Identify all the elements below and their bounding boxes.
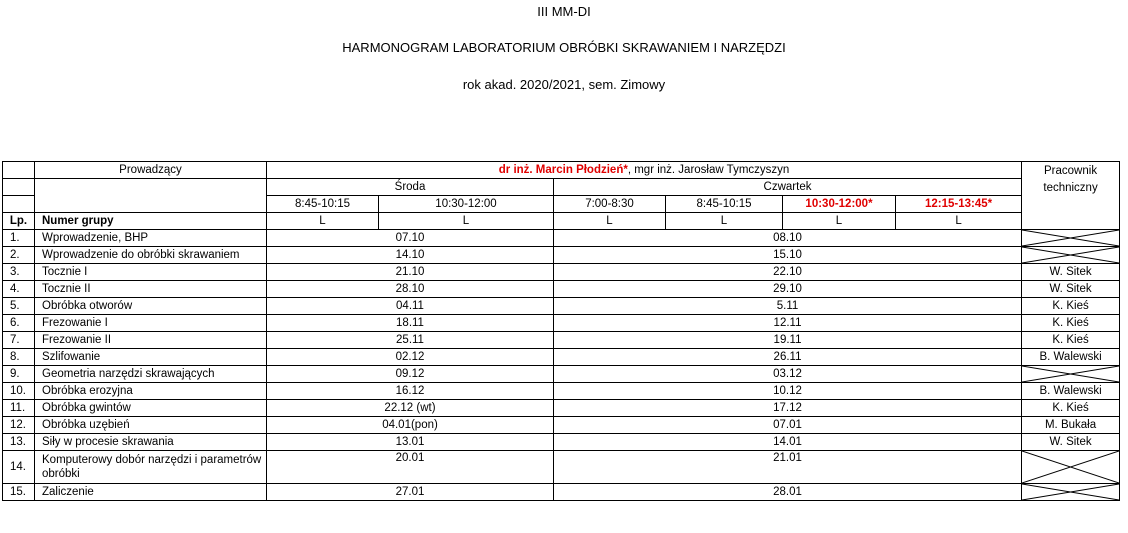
crossed-out-cell bbox=[1022, 484, 1120, 501]
row-number: 8. bbox=[3, 349, 35, 366]
row-topic: Zaliczenie bbox=[35, 484, 267, 501]
row-topic: Szlifowanie bbox=[35, 349, 267, 366]
thursday-date: 03.12 bbox=[554, 366, 1022, 383]
thursday-date: 26.11 bbox=[554, 349, 1022, 366]
time-slot: 10:30-12:00* bbox=[783, 196, 896, 213]
row-number: 5. bbox=[3, 298, 35, 315]
thursday-date: 15.10 bbox=[554, 247, 1022, 264]
row-topic: Obróbka uzębień bbox=[35, 417, 267, 434]
crossed-out-cell bbox=[1022, 366, 1120, 383]
cross-mark-icon bbox=[1022, 484, 1119, 500]
cross-mark-icon bbox=[1022, 451, 1119, 483]
row-topic: Wprowadzenie do obróbki skrawaniem bbox=[35, 247, 267, 264]
group-code: L bbox=[783, 213, 896, 230]
document-class: III MM-DI bbox=[537, 4, 591, 19]
thursday-date: 28.01 bbox=[554, 484, 1022, 501]
wednesday-date: 04.01(pon) bbox=[267, 417, 554, 434]
lecturers bbox=[267, 162, 1022, 179]
corner-cell bbox=[3, 162, 35, 179]
technician-name: B. Walewski bbox=[1022, 383, 1120, 400]
technician-name: B. Walewski bbox=[1022, 349, 1120, 366]
technician-name: K. Kieś bbox=[1022, 400, 1120, 417]
crossed-out-cell bbox=[1022, 247, 1120, 264]
table-row bbox=[3, 247, 1120, 264]
row-number: 6. bbox=[3, 315, 35, 332]
wednesday-date: 22.12 (wt) bbox=[267, 400, 554, 417]
row-number: 14. bbox=[3, 451, 35, 484]
row-number: 4. bbox=[3, 281, 35, 298]
time-slot: 12:15-13:45* bbox=[896, 196, 1022, 213]
wednesday-date: 21.10 bbox=[267, 264, 554, 281]
table-row bbox=[3, 417, 1120, 434]
schedule-table bbox=[2, 161, 1120, 501]
time-slot: 8:45-10:15 bbox=[666, 196, 783, 213]
wednesday-date: 13.01 bbox=[267, 434, 554, 451]
wednesday-date: 27.01 bbox=[267, 484, 554, 501]
row-number: 10. bbox=[3, 383, 35, 400]
table-row bbox=[3, 451, 1120, 484]
thursday-date: 07.01 bbox=[554, 417, 1022, 434]
thursday-date: 21.01 bbox=[554, 451, 1022, 484]
table-row bbox=[3, 349, 1120, 366]
time-slot: 7:00-8:30 bbox=[554, 196, 666, 213]
group-code: L bbox=[267, 213, 379, 230]
table-row bbox=[3, 298, 1120, 315]
thursday-date: 22.10 bbox=[554, 264, 1022, 281]
row-number: 3. bbox=[3, 264, 35, 281]
row-number: 11. bbox=[3, 400, 35, 417]
row-number: 15. bbox=[3, 484, 35, 501]
group-header: Numer grupy bbox=[35, 213, 267, 230]
empty-cell bbox=[35, 179, 267, 213]
row-number: 9. bbox=[3, 366, 35, 383]
empty-cell bbox=[3, 196, 35, 213]
table-row bbox=[3, 281, 1120, 298]
thursday-date: 10.12 bbox=[554, 383, 1022, 400]
wednesday-date: 07.10 bbox=[267, 230, 554, 247]
technician-name: K. Kieś bbox=[1022, 332, 1120, 349]
table-row bbox=[3, 383, 1120, 400]
group-code: L bbox=[379, 213, 554, 230]
cross-mark-icon bbox=[1022, 230, 1119, 246]
row-topic: Wprowadzenie, BHP bbox=[35, 230, 267, 247]
row-topic: Frezowanie I bbox=[35, 315, 267, 332]
day-thursday: Czwartek bbox=[554, 179, 1022, 196]
thursday-date: 17.12 bbox=[554, 400, 1022, 417]
row-number: 12. bbox=[3, 417, 35, 434]
tech-header: Pracownik techniczny bbox=[1022, 162, 1120, 230]
wednesday-date: 20.01 bbox=[267, 451, 554, 484]
lecturer-rest: , mgr inż. Jarosław Tymczyszyn bbox=[627, 164, 790, 176]
table-row bbox=[3, 230, 1120, 247]
table-row bbox=[3, 400, 1120, 417]
row-number: 7. bbox=[3, 332, 35, 349]
thursday-date: 08.10 bbox=[554, 230, 1022, 247]
row-topic: Geometria narzędzi skrawających bbox=[35, 366, 267, 383]
table-row bbox=[3, 366, 1120, 383]
technician-name: W. Sitek bbox=[1022, 434, 1120, 451]
crossed-out-cell bbox=[1022, 451, 1120, 484]
table-row bbox=[3, 434, 1120, 451]
thursday-date: 29.10 bbox=[554, 281, 1022, 298]
group-code: L bbox=[666, 213, 783, 230]
wednesday-date: 02.12 bbox=[267, 349, 554, 366]
row-topic: Obróbka otworów bbox=[35, 298, 267, 315]
technician-name: W. Sitek bbox=[1022, 264, 1120, 281]
document-title: HARMONOGRAM LABORATORIUM OBRÓBKI SKRAWANIEM I NARZĘDZI bbox=[342, 40, 786, 55]
technician-name: W. Sitek bbox=[1022, 281, 1120, 298]
row-topic: Tocznie II bbox=[35, 281, 267, 298]
row-topic: Siły w procesie skrawania bbox=[35, 434, 267, 451]
row-topic: Frezowanie II bbox=[35, 332, 267, 349]
group-code: L bbox=[554, 213, 666, 230]
table-row bbox=[3, 315, 1120, 332]
row-number: 2. bbox=[3, 247, 35, 264]
wednesday-date: 04.11 bbox=[267, 298, 554, 315]
row-topic: Obróbka erozyjna bbox=[35, 383, 267, 400]
row-topic: Komputerowy dobór narzędzi i parametrów obróbki bbox=[35, 451, 267, 484]
wednesday-date: 09.12 bbox=[267, 366, 554, 383]
empty-cell bbox=[3, 179, 35, 196]
table-row bbox=[3, 484, 1120, 501]
row-topic: Obróbka gwintów bbox=[35, 400, 267, 417]
wednesday-date: 14.10 bbox=[267, 247, 554, 264]
row-topic: Tocznie I bbox=[35, 264, 267, 281]
technician-name: M. Bukała bbox=[1022, 417, 1120, 434]
wednesday-date: 16.12 bbox=[267, 383, 554, 400]
thursday-date: 19.11 bbox=[554, 332, 1022, 349]
wednesday-date: 25.11 bbox=[267, 332, 554, 349]
time-slot: 8:45-10:15 bbox=[267, 196, 379, 213]
academic-year: rok akad. 2020/2021, sem. Zimowy bbox=[462, 77, 666, 92]
technician-name: K. Kieś bbox=[1022, 315, 1120, 332]
day-wednesday: Środa bbox=[267, 179, 554, 196]
thursday-date: 14.01 bbox=[554, 434, 1022, 451]
crossed-out-cell bbox=[1022, 230, 1120, 247]
wednesday-date: 28.10 bbox=[267, 281, 554, 298]
row-number: 13. bbox=[3, 434, 35, 451]
cross-mark-icon bbox=[1022, 366, 1119, 382]
table-row bbox=[3, 332, 1120, 349]
row-number: 1. bbox=[3, 230, 35, 247]
cross-mark-icon bbox=[1022, 247, 1119, 263]
lp-header: Lp. bbox=[3, 213, 35, 230]
lecturer-highlight: dr inż. Marcin Płodzień* bbox=[498, 164, 628, 176]
group-code: L bbox=[896, 213, 1022, 230]
table-row bbox=[3, 264, 1120, 281]
thursday-date: 5.11 bbox=[554, 298, 1022, 315]
wednesday-date: 18.11 bbox=[267, 315, 554, 332]
technician-name: K. Kieś bbox=[1022, 298, 1120, 315]
time-slot: 10:30-12:00 bbox=[379, 196, 554, 213]
thursday-date: 12.11 bbox=[554, 315, 1022, 332]
prowadzacy-label: Prowadzący bbox=[35, 162, 267, 179]
